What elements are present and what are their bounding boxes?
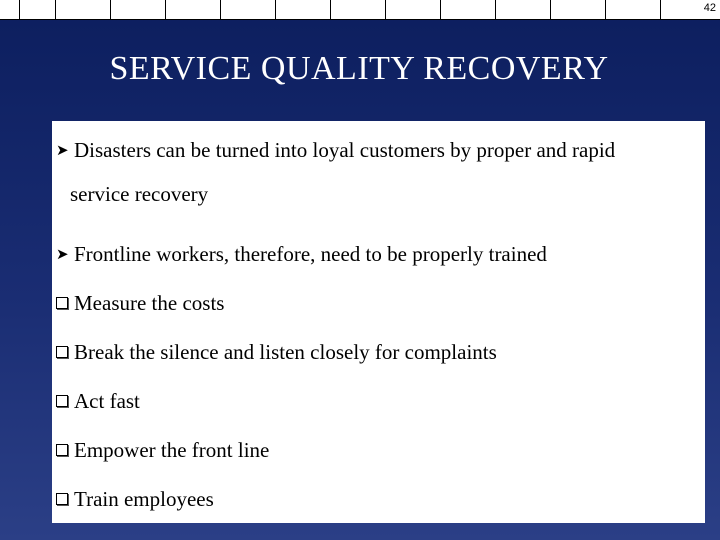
sub-bullet bbox=[56, 291, 224, 316]
square-bullet-icon bbox=[56, 346, 68, 358]
sub-bullet-text: Empower the front line bbox=[74, 438, 270, 462]
square-bullet-icon bbox=[56, 444, 68, 456]
content-panel bbox=[52, 121, 705, 523]
bullet-2 bbox=[56, 242, 547, 267]
page-number: 42 bbox=[703, 2, 716, 14]
sub-bullet-text: Train employees bbox=[74, 487, 214, 511]
bullet-1-line1: Disasters can be turned into loyal customers by proper and rapid bbox=[74, 138, 616, 162]
bullet-1 bbox=[56, 138, 615, 163]
square-bullet-icon bbox=[56, 493, 68, 505]
sub-bullet-text: Act fast bbox=[74, 389, 140, 413]
sub-bullet bbox=[56, 389, 140, 414]
sub-bullet-text: Measure the costs bbox=[74, 291, 225, 315]
sub-bullet bbox=[56, 438, 269, 463]
sub-bullet-text: Break the silence and listen closely for complaints bbox=[74, 340, 497, 364]
arrow-bullet-icon: ➤ bbox=[56, 143, 69, 159]
square-bullet-icon bbox=[56, 395, 68, 407]
top-grid-bar bbox=[0, 0, 720, 20]
grid-cell bbox=[0, 0, 661, 19]
square-bullet-icon bbox=[56, 297, 68, 309]
sub-bullet bbox=[56, 487, 214, 512]
arrow-bullet-icon: ➤ bbox=[56, 247, 69, 263]
bullet-1-continuation: service recovery bbox=[70, 182, 209, 206]
slide-title: SERVICE QUALITY RECOVERY bbox=[109, 50, 609, 87]
sub-bullet bbox=[56, 340, 497, 365]
bullet-2-text: Frontline workers, therefore, need to be properly trained bbox=[74, 242, 547, 266]
